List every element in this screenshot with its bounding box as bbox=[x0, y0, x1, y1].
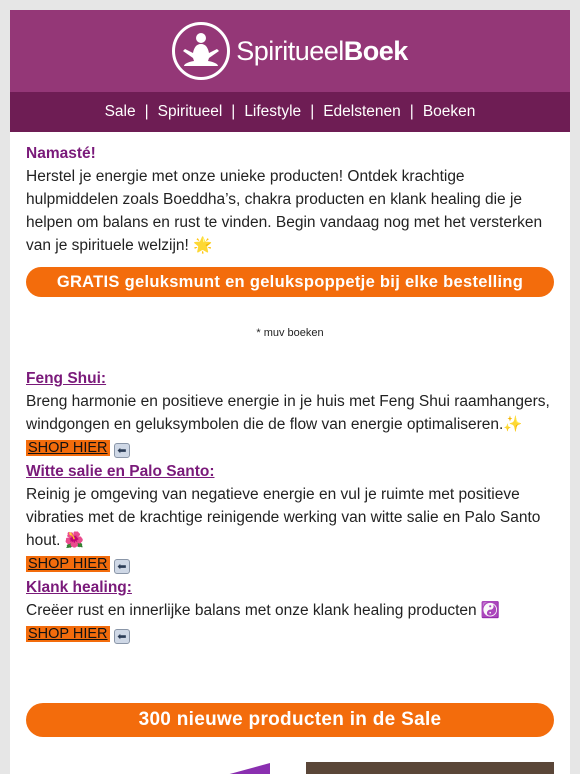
promo-footnote: * muv boeken bbox=[256, 327, 324, 339]
section-text-salie: Reinig je omgeving van negatieve energie en vul je ruimte met positieve vibraties met de krachtige reinigende werking van witte salie en Palo Santo hout. 🌺 bbox=[26, 486, 541, 549]
nav-separator: | bbox=[144, 103, 149, 120]
nav-separator: | bbox=[231, 103, 236, 120]
left-arrow-icon: ⬅ bbox=[114, 629, 130, 644]
section-text-klank: Creëer rust en innerlijke balans met onze klank healing producten ☯️ bbox=[26, 602, 501, 619]
shop-button-salie[interactable]: SHOP HIER bbox=[28, 556, 108, 572]
main-content bbox=[10, 132, 570, 646]
section-text-feng-shui: Breng harmonie en positieve energie in je huis met Feng Shui raamhangers, windgongen en geluksymbolen die de flow van energie optimaliseren.✨ bbox=[26, 393, 550, 433]
brand-name: SpiritueelBoek bbox=[236, 35, 408, 66]
email-page bbox=[10, 10, 570, 774]
section-feng-shui bbox=[26, 367, 554, 460]
sale-banner[interactable]: 300 nieuwe producten in de Sale bbox=[26, 703, 554, 737]
free-gift-banner[interactable]: GRATIS geluksmunt en gelukspoppetje bij elke bestelling bbox=[26, 267, 554, 297]
nav-item-lifestyle[interactable]: Lifestyle bbox=[244, 103, 302, 120]
nav-separator: | bbox=[310, 103, 315, 120]
section-title-klank[interactable]: Klank healing: bbox=[26, 579, 132, 596]
main-nav bbox=[10, 92, 570, 132]
nav-item-sale[interactable]: Sale bbox=[104, 103, 136, 120]
brand-logo[interactable] bbox=[172, 22, 408, 80]
section-klank-healing bbox=[26, 576, 554, 646]
header bbox=[10, 10, 570, 92]
nav-item-spiritueel[interactable]: Spiritueel bbox=[157, 103, 223, 120]
greeting: Namasté! bbox=[26, 145, 96, 162]
product-image-right[interactable] bbox=[306, 762, 554, 774]
intro-text: Herstel je energie met onze unieke producten! Ontdek krachtige hulpmiddelen zoals Boeddha’s, chakra producten en klank healing die je helpen om balans en rust te vinden. Begin vandaag nog met het versterken van je spirituele welzijn! 🌟 bbox=[26, 168, 543, 254]
shop-button-feng-shui[interactable]: SHOP HIER bbox=[28, 440, 108, 456]
section-title-feng-shui[interactable]: Feng Shui: bbox=[26, 370, 107, 387]
meditation-figure-icon bbox=[172, 22, 230, 80]
left-arrow-icon: ⬅ bbox=[114, 559, 130, 574]
nav-item-edelstenen[interactable]: Edelstenen bbox=[323, 103, 401, 120]
product-image-left[interactable] bbox=[26, 762, 270, 774]
section-title-salie[interactable]: Witte salie en Palo Santo: bbox=[26, 463, 215, 480]
nav-separator: | bbox=[409, 103, 414, 120]
left-arrow-icon: ⬅ bbox=[114, 443, 130, 458]
nav-item-boeken[interactable]: Boeken bbox=[422, 103, 476, 120]
section-salie-palo-santo bbox=[26, 460, 554, 576]
shop-button-klank[interactable]: SHOP HIER bbox=[28, 626, 108, 642]
